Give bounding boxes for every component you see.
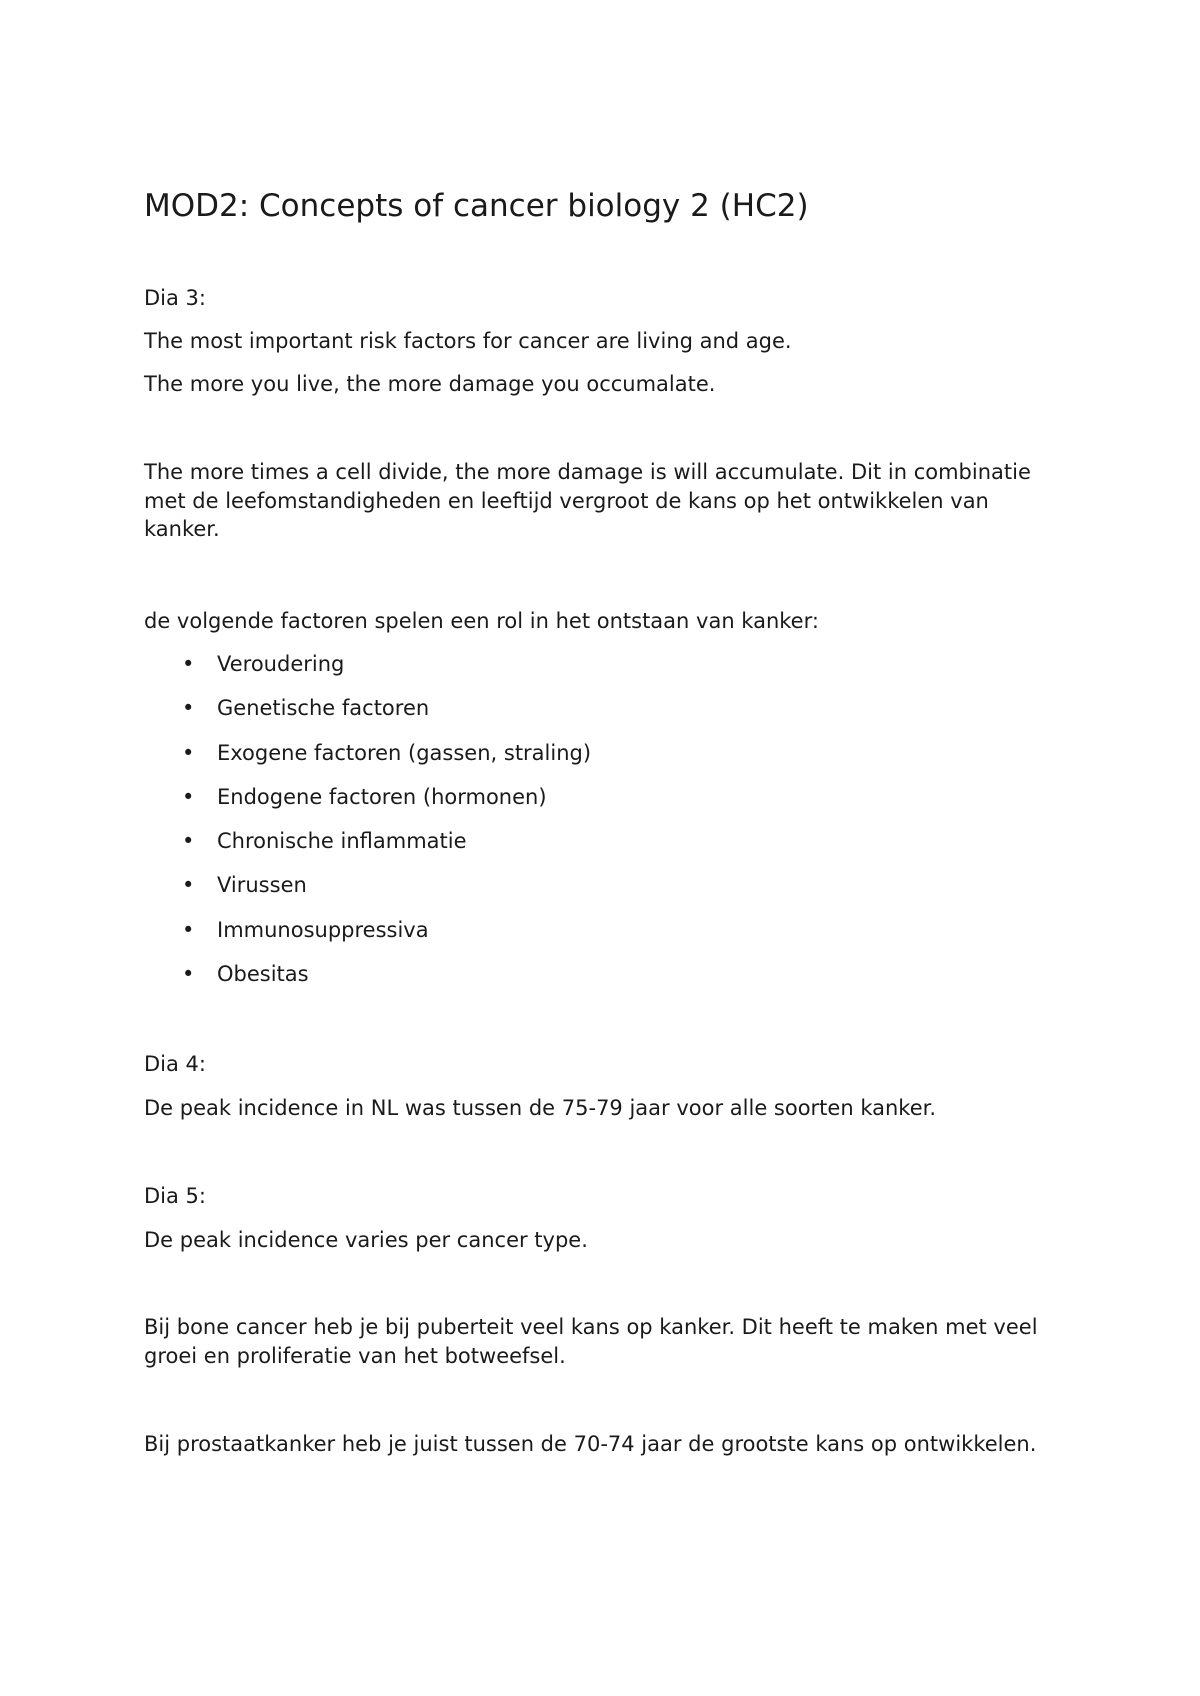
- bullet-icon: •: [182, 740, 195, 765]
- paragraph: De peak incidence varies per cancer type.: [144, 1228, 588, 1252]
- section-heading-dia3: Dia 3:: [144, 286, 206, 310]
- list-item-label: Veroudering: [217, 652, 345, 676]
- section-heading-dia5: Dia 5:: [144, 1184, 206, 1208]
- paragraph: The more times a cell divide, the more damage is will accumulate. Dit in combinatie met de leefomstandigheden en leeftijd vergroot de kans op het ontwikkelen van kanker.: [144, 460, 1031, 541]
- bullet-icon: •: [182, 829, 195, 854]
- list-item-label: Virussen: [217, 873, 307, 898]
- paragraph: de volgende factoren spelen een rol in het ontstaan van kanker:: [144, 609, 819, 633]
- list-item-label: Endogene factoren (hormonen): [217, 784, 547, 809]
- list-item-label: Exogene factoren (gassen, straling): [217, 740, 592, 765]
- bullet-icon: •: [182, 962, 195, 987]
- paragraph: Bij bone cancer heb je bij puberteit veel kans op kanker. Dit heeft te maken met veel groei en proliferatie van het botweefsel.: [144, 1315, 1038, 1368]
- list-item-label: Genetische factoren: [217, 696, 430, 721]
- bullet-icon: •: [182, 696, 195, 721]
- bullet-icon: •: [182, 873, 195, 898]
- bullet-icon: •: [182, 917, 195, 942]
- bullet-icon: •: [182, 784, 195, 809]
- paragraph: De peak incidence in NL was tussen de 75-79 jaar voor alle soorten kanker.: [144, 1096, 937, 1120]
- paragraph: The most important risk factors for cancer are living and age.: [144, 329, 792, 353]
- bullet-icon: •: [182, 652, 195, 676]
- section-heading-dia4: Dia 4:: [144, 1052, 206, 1076]
- page-title: MOD2: Concepts of cancer biology 2 (HC2): [144, 188, 809, 224]
- list-item-label: Obesitas: [217, 962, 309, 987]
- paragraph: Bij prostaatkanker heb je juist tussen de 70-74 jaar de grootste kans op ontwikkelen.: [144, 1432, 1037, 1456]
- list-item-label: Immunosuppressiva: [217, 917, 429, 942]
- list-item-label: Chronische inflammatie: [217, 829, 467, 854]
- paragraph: The more you live, the more damage you occumalate.: [144, 372, 716, 396]
